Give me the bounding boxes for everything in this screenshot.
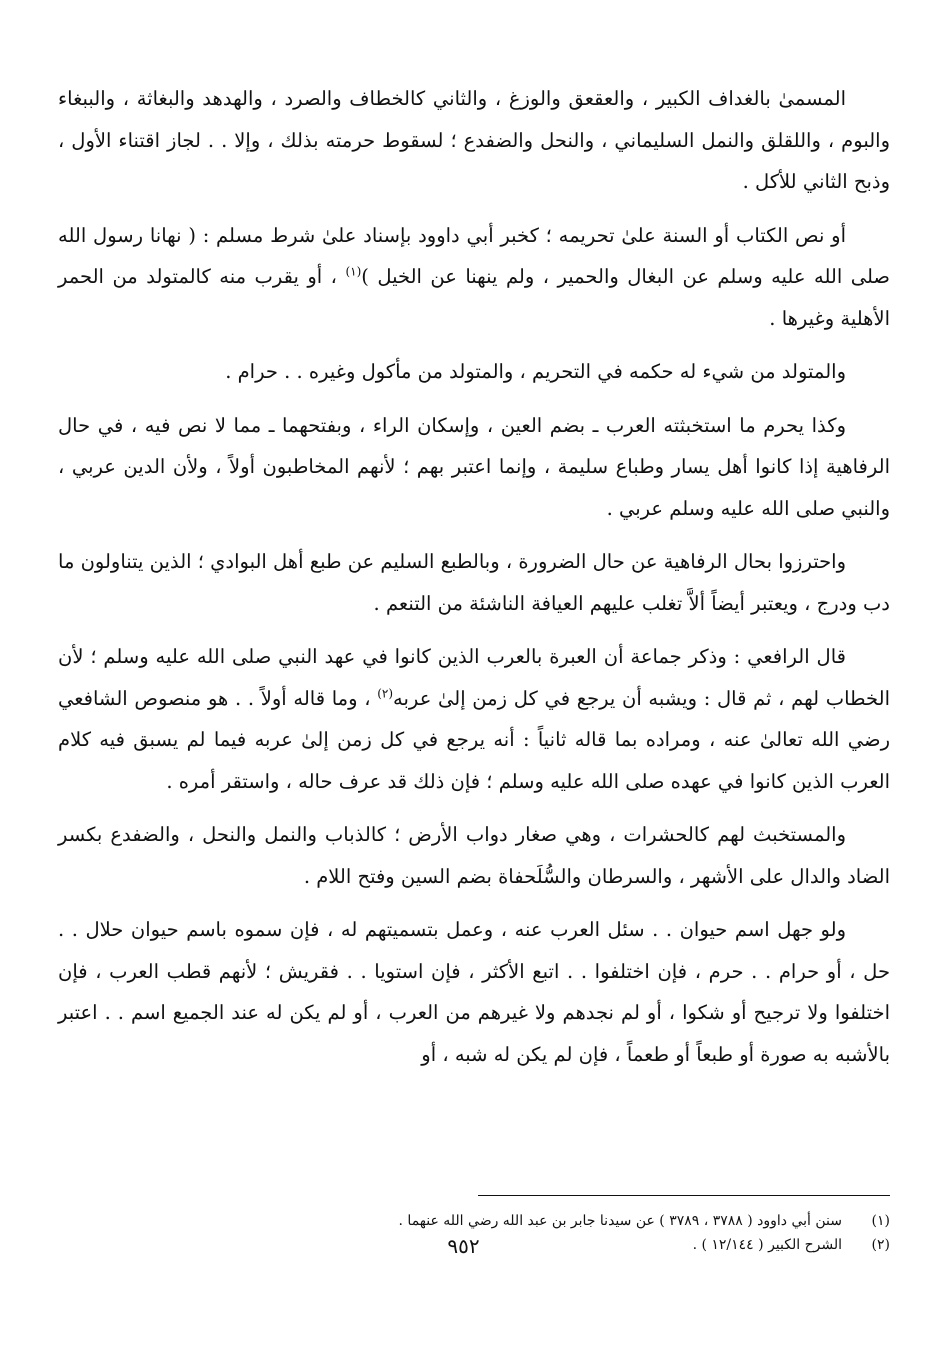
- paragraph-text: والمتولد من شيء له حكمه في التحريم ، والمتولد من مأكول وغيره . . حرام .: [225, 360, 846, 383]
- paragraph-text: وكذا يحرم ما استخبثته العرب ـ بضم العين ، وإسكان الراء ، وبفتحهما ـ مما لا نص فيه ، في حال الرفاهية إذا كانوا أهل يسار وطباع سليمة ، وإنما اعتبر بهم ؛ لأنهم المخاطبون أولاً ، ولأن الدين عربي ، والنبي صلى الله عليه وسلم عربي .: [58, 413, 890, 520]
- paragraph-text: قال الرافعي : وذكر جماعة أن العبرة بالعرب الذين كانوا في عهد النبي صلى الله عليه وسلم ؛ لأن الخطاب لهم ، ثم قال : ويشبه أن يرجع في كل زمن إلىٰ عربه: [58, 645, 890, 710]
- paragraph-text-continued: ، أو يقرب منه كالمتولد من الحمر الأهلية وغيرها .: [58, 265, 890, 330]
- page-body: [58, 78, 890, 1318]
- footnote-reference[interactable]: (٢): [377, 686, 394, 700]
- paragraph-text: ولو جهل اسم حيوان . . سئل العرب عنه ، وعمل بتسميتهم له ، فإن سموه باسم حيوان حلال . . حل ، أو حرام . . حرم ، فإن اختلفوا . . اتبع الأكثر ، فإن استويا . . فقريش ؛ لأنهم قطب العرب ، فإن اختلفوا ولا ترجيح أو شكوا ، أو لم نجدهم ولا غيرهم من العرب ، أو لم يكن له عند الجميع اسم . . اعتبر بالأشبه به صورة أو طبعاً أو طعماً ، فإن لم يكن له شبه ، أو: [58, 918, 890, 1066]
- paragraph-3: [58, 351, 890, 393]
- paragraph-2: [58, 215, 890, 340]
- footnote-text: الشرح الكبير ( ١٢/١٤٤ ) .: [692, 1237, 842, 1253]
- paragraph-8: [58, 909, 890, 1075]
- paragraph-6: [58, 636, 890, 802]
- paragraph-text: واحترزوا بحال الرفاهية عن حال الضرورة ، وبالطبع السليم عن طبع أهل البوادي ؛ الذين يتناولون ما دب ودرج ، ويعتبر أيضاً ألاَّ تغلب عليهم العيافة الناشئة من التنعم .: [58, 550, 890, 615]
- paragraph-7: [58, 814, 890, 897]
- paragraph-text: أو نص الكتاب أو السنة علىٰ تحريمه ؛ كخبر أبي داوود بإسناد علىٰ شرط مسلم : ( نهانا رسول الله صلى الله عليه وسلم عن البغال والحمير ، ولم ينهنا عن الخيل ): [58, 223, 890, 288]
- footnote-number: (١): [871, 1213, 890, 1229]
- paragraph-4: [58, 405, 890, 530]
- paragraph-text: والمستخبث لهم كالحشرات ، وهي صغار دواب الأرض ؛ كالذباب والنمل والنحل ، والضفدع بكسر الضاد والدال على الأشهر ، والسرطان والسُّلَحفاة بضم السين وفتح اللام .: [58, 823, 890, 888]
- paragraph-text-continued: ، وما قاله أولاً . . هو منصوص الشافعي رضي الله تعالىٰ عنه ، ومراده بما قاله ثانياً : أنه يرجع في كل زمن إلىٰ عربه فيما لم يسبق فيه كلام العرب الذين كانوا في عهده صلى الله عليه وسلم ؛ فإن ذلك قد عرف حاله ، واستقر أمره .: [58, 686, 890, 793]
- footnote-number: (٢): [871, 1237, 890, 1253]
- footnote-divider: [478, 1195, 890, 1196]
- paragraph-5: [58, 541, 890, 624]
- footnote-text: سنن أبي داوود ( ٣٧٨٨ ، ٣٧٨٩ ) عن سيدنا جابر بن عبد الله رضي الله عنهما .: [398, 1213, 842, 1229]
- footnote-1: [58, 1209, 890, 1233]
- footnote-reference[interactable]: (١): [345, 264, 362, 279]
- paragraph-1: [58, 78, 890, 203]
- paragraph-text: المسمىٰ بالغداف الكبير ، والعقعق والوزغ ، والثاني كالخطاف والصرد ، والهدهد والبغاثة ، والببغاء والبوم ، واللقلق والنمل السليماني ، والنحل والضفدع ؛ لسقوط حرمته بذلك ، وإلا . . لجاز اقتناء الأول ، وذبح الثاني للأكل .: [58, 87, 890, 193]
- page-number: ٩٥٢: [447, 1234, 480, 1258]
